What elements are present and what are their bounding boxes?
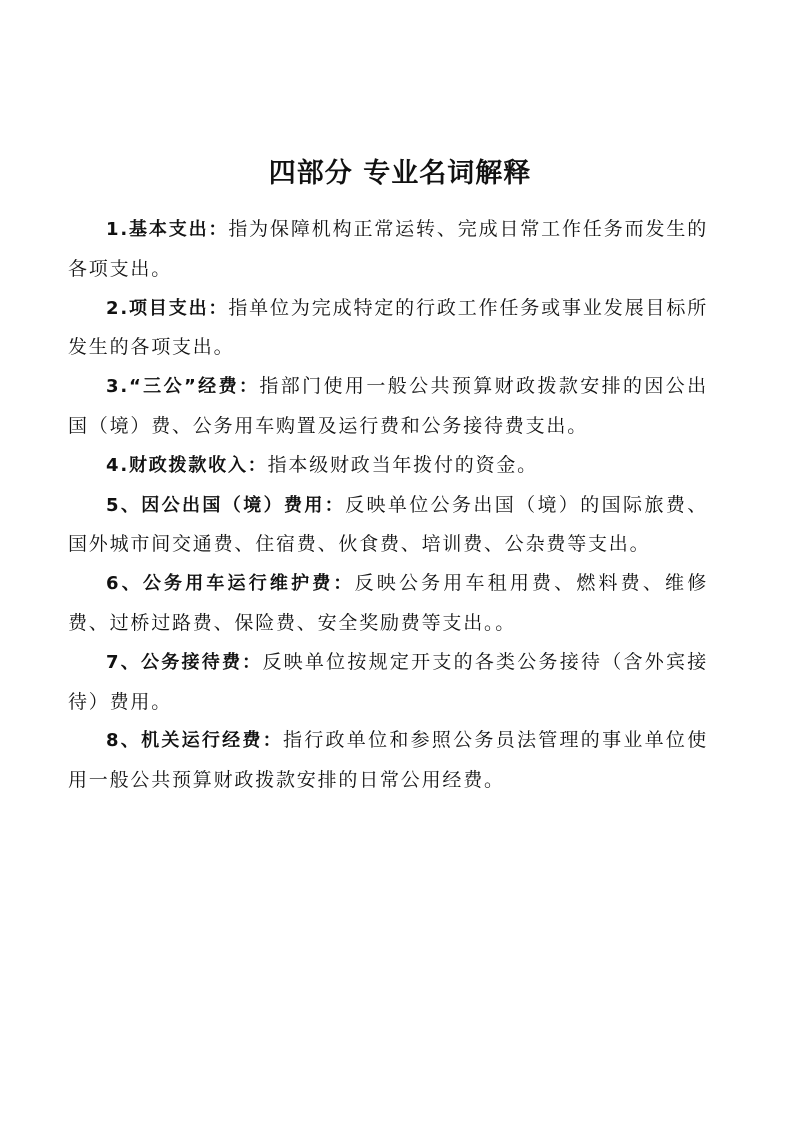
definition-term: 3.“三公”经费： — [106, 376, 260, 398]
definition-text: 反映公务用车租用费、燃料费、维修费、过桥过路费、保险费、安全奖励费等支出。。 — [68, 572, 709, 634]
definition-term: 4.财政拨款收入： — [106, 454, 268, 476]
definition-item — [68, 210, 708, 289]
definition-item — [68, 446, 708, 486]
definition-term: 8、机关运行经费： — [106, 730, 283, 752]
definition-item — [68, 367, 708, 446]
definition-text: 反映单位按规定开支的各类公务接待（含外宾接待）费用。 — [68, 650, 708, 713]
definition-term: 1.基本支出： — [106, 219, 229, 240]
definition-text: 反映单位公务出国（境）的国际旅费、国外城市间交通费、住宿费、伙食费、培训费、公杂费等支出。 — [68, 493, 709, 556]
definition-item — [68, 564, 708, 643]
definition-item — [68, 643, 708, 722]
definition-text: 指本级财政当年拨付的资金。 — [267, 453, 538, 476]
definition-term: 7、公务接待费： — [106, 651, 263, 673]
definition-text: 指行政单位和参照公务员法管理的事业单位使用一般公共预算财政拨款安排的日常公用经费。 — [68, 729, 708, 792]
definition-item — [68, 289, 708, 368]
definition-text: 指为保障机构正常运转、完成日常工作任务而发生的各项支出。 — [68, 218, 708, 280]
definition-item — [68, 486, 708, 565]
definition-text: 指单位为完成特定的行政工作任务或事业发展目标所发生的各项支出。 — [68, 296, 708, 359]
definition-term: 6、公务用车运行维护费： — [106, 573, 355, 595]
definition-item — [68, 721, 708, 800]
definition-term: 2.项目支出： — [106, 297, 229, 319]
page-title: 四部分 专业名词解释 — [268, 158, 532, 189]
definition-text: 指部门使用一般公共预算财政拨款安排的因公出国（境）费、公务用车购置及运行费和公务接待费支出。 — [68, 375, 708, 437]
definition-term: 5、因公出国（境）费用： — [106, 494, 346, 516]
definitions-list — [68, 210, 708, 800]
